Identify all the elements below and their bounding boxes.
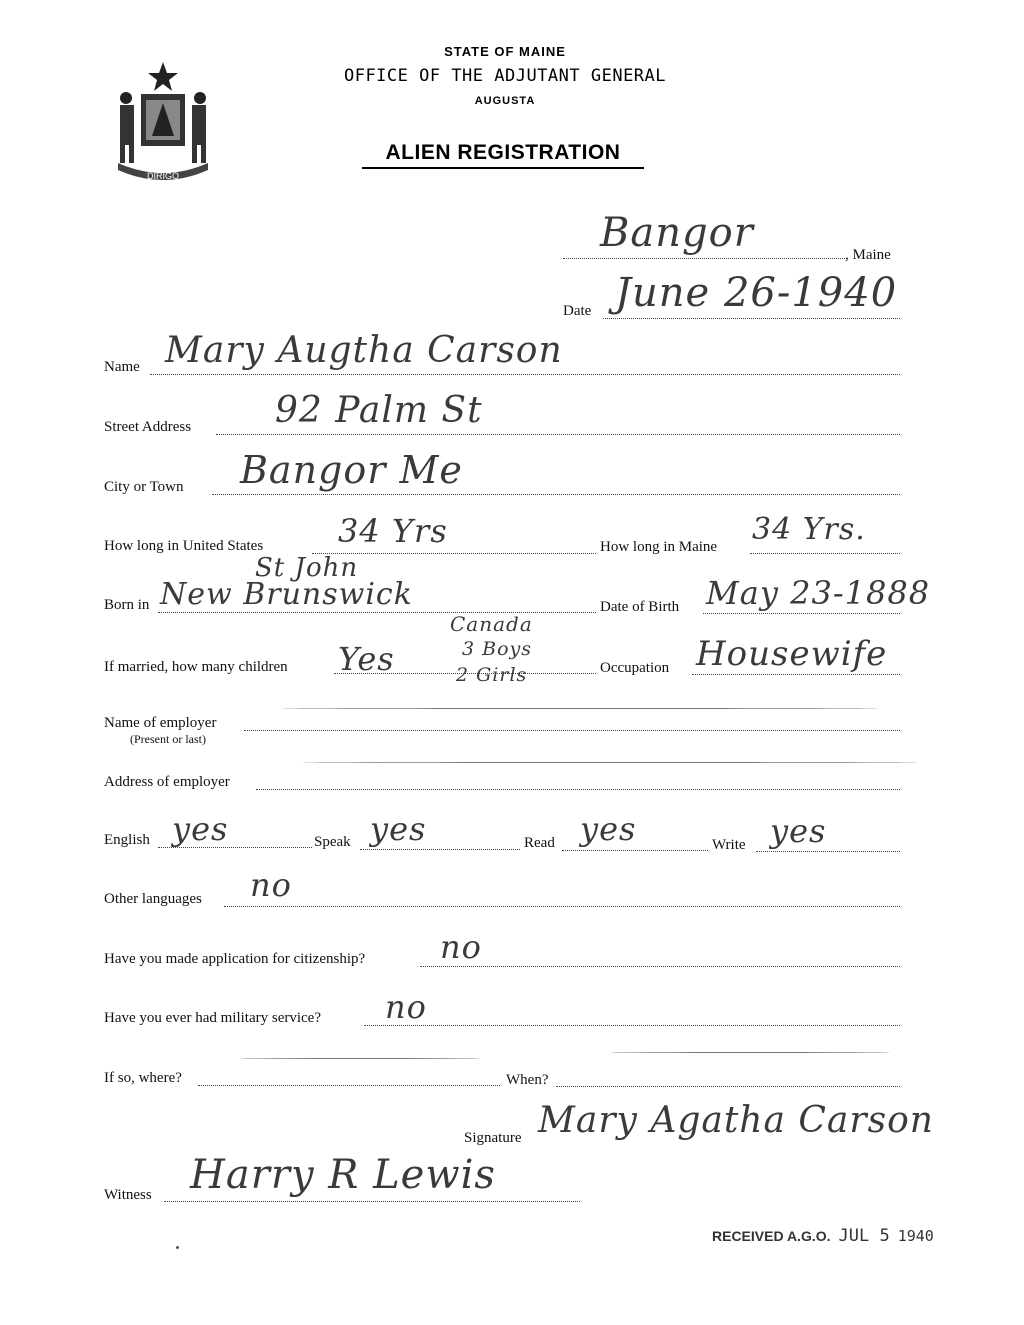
where-dash-mark	[240, 1058, 480, 1059]
header-office: OFFICE OF THE ADJUTANT GENERAL	[343, 66, 667, 86]
military-line	[364, 1025, 900, 1026]
when-label: When?	[506, 1072, 549, 1088]
employer-note: (Present or last)	[130, 732, 206, 746]
employer-line	[244, 730, 900, 731]
other-languages-line	[224, 906, 900, 907]
place-line	[563, 258, 847, 259]
children-girls-entry[interactable]: 2 Girls	[456, 664, 528, 686]
form-title: ALIEN REGISTRATION	[362, 141, 644, 169]
when-dash-mark	[610, 1052, 890, 1053]
name-label: Name	[104, 359, 140, 375]
write-line	[756, 851, 900, 852]
street-label: Street Address	[104, 419, 192, 435]
how-long-maine-entry[interactable]: 34 Yrs.	[752, 512, 866, 547]
how-long-us-label: How long in United States	[104, 538, 264, 554]
date-label: Date	[563, 303, 592, 319]
where-line	[198, 1085, 500, 1086]
how-long-maine-line	[750, 553, 900, 554]
born-in-label: Born in	[104, 597, 150, 613]
name-entry[interactable]: Mary Augtha Carson	[165, 330, 563, 371]
children-entry[interactable]: Yes	[338, 640, 395, 678]
employer-label: Name of employer	[104, 715, 217, 731]
occupation-line	[692, 674, 900, 675]
received-stamp	[712, 1226, 934, 1246]
other-languages-entry[interactable]: no	[250, 866, 292, 904]
signature-entry[interactable]: Mary Agatha Carson	[538, 1100, 934, 1141]
header-city: AUGUSTA	[474, 95, 536, 107]
city-line	[212, 494, 900, 495]
signature-label: Signature	[464, 1130, 522, 1146]
date-of-birth-entry[interactable]: May 23-1888	[706, 574, 931, 612]
read-label: Read	[524, 835, 555, 851]
born-line3-entry[interactable]: Canada	[450, 612, 533, 636]
read-line	[562, 850, 708, 851]
born-line2-entry[interactable]: New Brunswick	[160, 577, 413, 612]
stamp-text: RECEIVED A.G.O.	[712, 1228, 831, 1244]
street-entry[interactable]: 92 Palm St	[275, 390, 483, 431]
citizenship-entry[interactable]: no	[440, 928, 482, 966]
when-line	[556, 1086, 900, 1087]
read-entry[interactable]: yes	[580, 810, 637, 848]
employer-dash-mark	[280, 708, 880, 709]
employer-address-dash-mark	[300, 762, 920, 763]
military-entry[interactable]: no	[385, 988, 427, 1026]
name-line	[150, 374, 900, 375]
state-seal-icon	[108, 58, 218, 190]
employer-address-label: Address of employer	[104, 774, 230, 790]
maine-label: , Maine	[845, 247, 891, 263]
married-label: If married, how many children	[104, 659, 288, 675]
employer-address-line	[256, 789, 900, 790]
header-state: STATE OF MAINE	[444, 44, 566, 59]
children-boys-entry[interactable]: 3 Boys	[462, 638, 533, 660]
how-long-us-entry[interactable]: 34 Yrs	[338, 512, 448, 550]
how-long-maine-label: How long in Maine	[600, 539, 718, 555]
occupation-entry[interactable]: Housewife	[696, 634, 888, 674]
date-of-birth-line	[703, 613, 900, 614]
other-languages-label: Other languages	[104, 891, 202, 907]
city-label: City or Town	[104, 479, 184, 495]
english-label: English	[104, 832, 150, 848]
speak-line	[360, 849, 520, 850]
city-entry[interactable]: Bangor Me	[240, 448, 463, 492]
stamp-date: JUL 5	[838, 1226, 890, 1246]
write-entry[interactable]: yes	[770, 812, 827, 850]
military-label: Have you ever had military service?	[104, 1010, 321, 1026]
speak-label: Speak	[314, 834, 351, 850]
born-line1-entry[interactable]: St John	[255, 553, 359, 583]
svg-text:DIRIGO: DIRIGO	[146, 171, 180, 181]
stray-mark	[176, 1246, 179, 1249]
witness-entry[interactable]: Harry R Lewis	[190, 1152, 496, 1198]
citizenship-label: Have you made application for citizenship?	[104, 951, 366, 967]
occupation-label: Occupation	[600, 660, 670, 676]
write-label: Write	[712, 837, 746, 853]
where-label: If so, where?	[104, 1070, 182, 1086]
witness-line	[164, 1201, 580, 1202]
stamp-year: 1940	[897, 1227, 934, 1245]
witness-label: Witness	[104, 1187, 152, 1203]
date-line	[603, 318, 900, 319]
date-of-birth-label: Date of Birth	[600, 599, 680, 615]
citizenship-line	[420, 966, 900, 967]
speak-entry[interactable]: yes	[370, 810, 427, 848]
english-entry[interactable]: yes	[172, 810, 229, 848]
place-entry[interactable]: Bangor	[600, 210, 754, 256]
date-entry[interactable]: June 26-1940	[615, 270, 898, 316]
street-line	[216, 434, 900, 435]
